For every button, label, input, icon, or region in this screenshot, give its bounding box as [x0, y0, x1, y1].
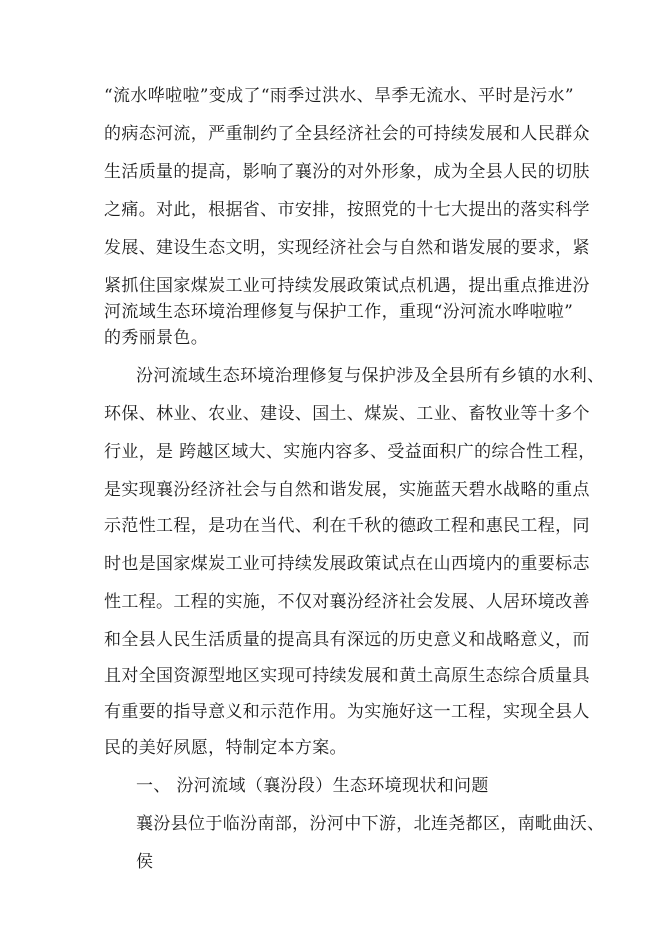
paragraph-2-line-5: 示范性工程，是功在当代、利在千秋的德政工程和惠民工程，同: [104, 516, 590, 536]
paragraph-1-line-2: 的病态河流，严重制约了全县经济社会的可持续发展和人民群众: [104, 124, 590, 144]
paragraph-1-line-1: “流水哗啦啦”变成了“雨季过洪水、旱季无流水、平时是污水”: [104, 86, 574, 106]
paragraph-2-line-9: 且对全国资源型地区实现可持续发展和黄土高原生态综合质量具: [104, 666, 590, 686]
paragraph-2-line-7: 性工程。工程的实施，不仅对襄汾经济社会发展、人居环境改善: [104, 592, 590, 612]
paragraph-2-line-2: 环保、林业、农业、建设、国土、煤炭、工业、畜牧业等十多个: [104, 404, 590, 424]
paragraph-2-line-8: 和全县人民生活质量的提高具有深远的历史意义和战略意义，而: [104, 630, 590, 650]
paragraph-1-line-8: 的秀丽景色。: [104, 328, 209, 348]
paragraph-2-line-6: 时也是国家煤炭工业可持续发展政策试点在山西境内的重要标志: [104, 554, 590, 574]
section-heading: 一、 汾河流域（襄汾段）生态环境现状和问题: [136, 776, 489, 796]
paragraph-2-line-4: 是实现襄汾经济社会与自然和谐发展，实施蓝天碧水战略的重点: [104, 480, 590, 500]
paragraph-3-line-2: 侯: [136, 852, 154, 872]
paragraph-1-line-7: 河流域生态环境治理修复与保护工作，重现“汾河流水哗啦啦”: [104, 302, 574, 322]
paragraph-1-line-6: 紧抓住国家煤炭工业可持续发展政策试点机遇，提出重点推进汾: [104, 276, 590, 296]
paragraph-2-line-11: 民的美好夙愿，特制定本方案。: [104, 738, 347, 758]
paragraph-2-line-10: 有重要的指导意义和示范作用。为实施好这一工程，实现全县人: [104, 702, 590, 722]
paragraph-3-line-1: 襄汾县位于临汾南部，汾河中下游，北连尧都区，南毗曲沃、: [136, 814, 605, 834]
paragraph-2-line-1: 汾河流域生态环境治理修复与保护涉及全县所有乡镇的水利、: [136, 366, 605, 386]
paragraph-1-line-3: 生活质量的提高，影响了襄汾的对外形象，成为全县人民的切肤: [104, 162, 590, 182]
paragraph-1-line-4: 之痛。对此，根据省、市安排，按照党的十七大提出的落实科学: [104, 200, 590, 220]
paragraph-1-line-5: 发展、建设生态文明，实现经济社会与自然和谐发展的要求，紧: [104, 238, 590, 258]
paragraph-2-line-3: 行业，是 跨越区域大、实施内容多、受益面积广的综合性工程，: [104, 442, 596, 462]
